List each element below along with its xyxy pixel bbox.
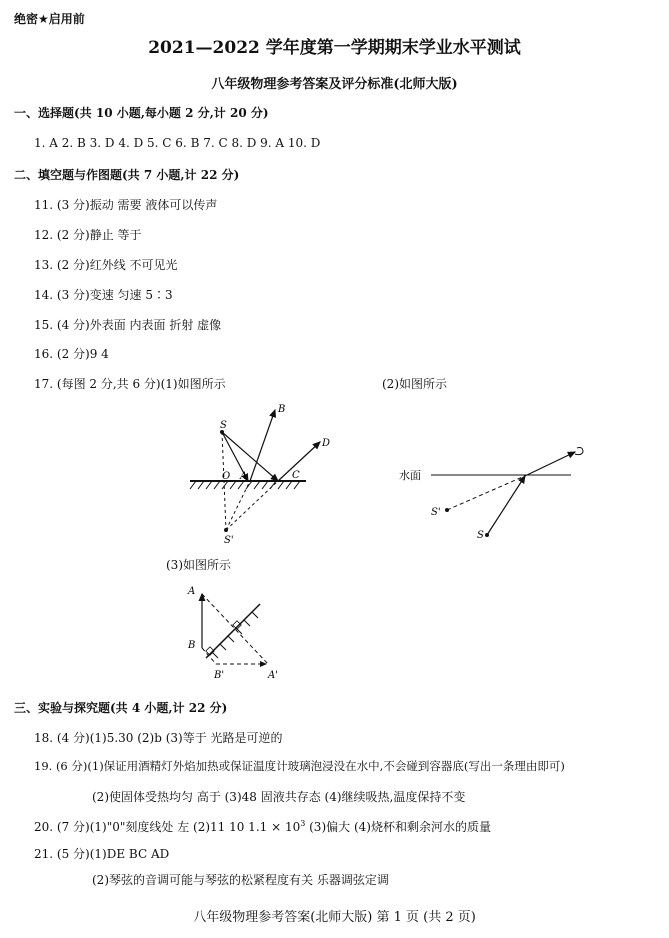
answer-q20 [34, 818, 491, 835]
answer-q21-part2: (2)琴弦的音调可能与琴弦的松紧程度有关 乐器调弦定调 [92, 873, 389, 887]
fig1-label-D: D [322, 438, 331, 449]
answer-q20-exponent: 3 [300, 819, 306, 828]
fig1-label-B: B [278, 404, 286, 415]
page-footer: 八年级物理参考答案(北师大版) 第 1 页 (共 2 页) [193, 910, 476, 925]
fig2-label-water: 水面 [399, 469, 421, 482]
answer-q17-part3: (3)如图所示 [166, 558, 231, 572]
answer-q17: 17. (每图 2 分,共 6 分)(1)如图所示 [34, 377, 226, 391]
fig3-label-B: B [188, 640, 196, 651]
section3-heading: 三、实验与探究题(共 4 小题,计 22 分) [14, 701, 228, 715]
confidential-label: 绝密★启用前 [14, 12, 85, 26]
fig3-label-B-prime: B' [214, 670, 225, 681]
answer-q11: 11. (3 分)振动 需要 液体可以传声 [34, 198, 218, 212]
fig1-label-S-prime: S' [224, 535, 234, 546]
section1-answers: 1. A 2. B 3. D 4. D 5. C 6. B 7. C 8. D 9. A 10. D [34, 136, 321, 150]
answer-q13: 13. (2 分)红外线 不可见光 [34, 258, 178, 272]
fig1-label-O: O [222, 471, 231, 482]
fig2-label-S: S [477, 530, 484, 541]
figure-water-refraction [395, 438, 605, 548]
answer-q19-part2: (2)使固体受热均匀 高于 (3)48 固液共存态 (4)继续吸热,温度保持不变 [92, 790, 466, 804]
answer-q16: 16. (2 分)9 4 [34, 347, 109, 361]
answer-q18: 18. (4 分)(1)5.30 (2)b (3)等于 光路是可逆的 [34, 731, 283, 745]
answer-q21-part1: 21. (5 分)(1)DE BC AD [34, 847, 170, 861]
fig1-label-A: A [240, 471, 248, 482]
fig1-label-C: C [292, 470, 300, 481]
answer-q14: 14. (3 分)变速 匀速 5∶3 [34, 288, 173, 302]
section2-heading: 二、填空题与作图题(共 7 小题,计 22 分) [14, 168, 240, 182]
figure-mirror-reflection [180, 400, 340, 550]
section1-heading: 一、选择题(共 10 小题,每小题 2 分,计 20 分) [14, 106, 269, 120]
answer-q17-part2: (2)如图所示 [382, 377, 447, 391]
fig3-label-A: A [188, 586, 196, 597]
answer-q20-rest: (3)偏大 (4)烧杯和剩余河水的质量 [305, 820, 491, 834]
fig3-label-A-prime: A' [268, 670, 278, 681]
answer-q12: 12. (2 分)静止 等于 [34, 228, 142, 242]
page-title: 2021—2022 学年度第一学期期末学业水平测试 [148, 38, 521, 58]
answer-q20-main: 20. (7 分)(1)"0"刻度线处 左 (2)11 10 1.1 × 10 [34, 820, 301, 834]
page-subtitle: 八年级物理参考答案及评分标准(北师大版) [211, 77, 458, 92]
fig1-label-S: S [220, 420, 227, 431]
figure-mirror-image [180, 582, 290, 682]
answer-q19-part1: 19. (6 分)(1)保证用酒精灯外焰加热或保证温度计玻璃泡浸没在水中,不会碰到容器底(写出一条理由即可) [34, 759, 565, 773]
fig2-label-S-prime: S' [431, 507, 441, 518]
answer-q15: 15. (4 分)外表面 内表面 折射 虚像 [34, 318, 222, 332]
